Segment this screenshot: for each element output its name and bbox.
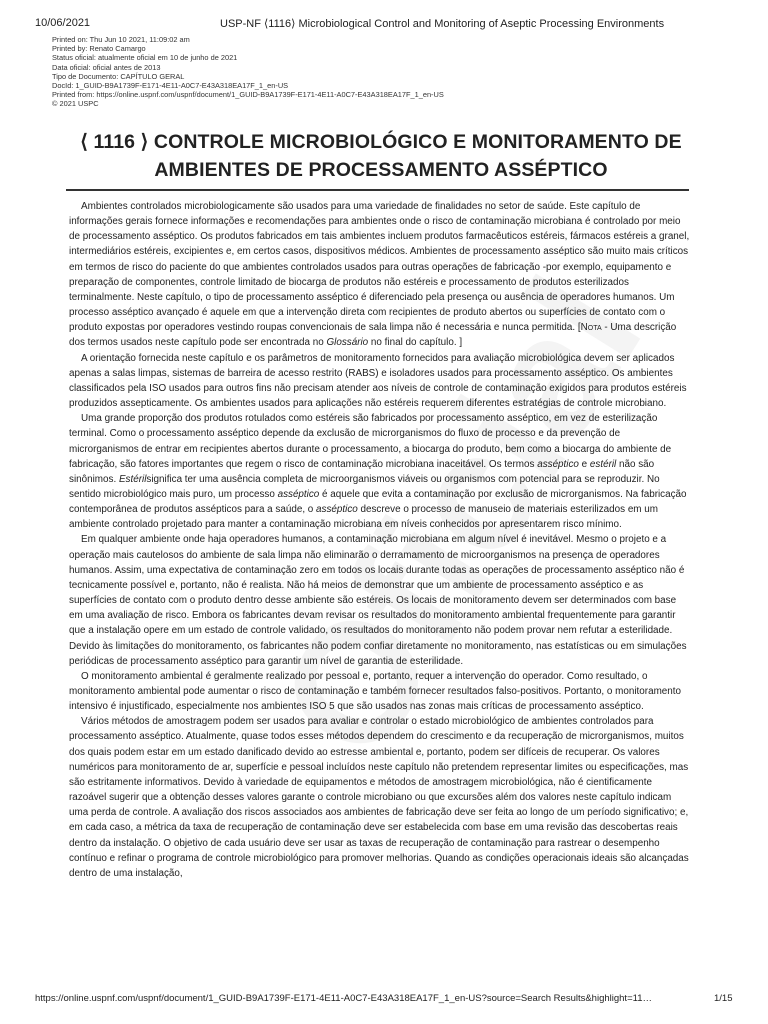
paragraph-text: Ambientes controlados microbiologicamente são usados para uma variedade de finalidades no setor de saúde. Este capítulo de informações gerais fornece informações e recomendações para ambientes onde o risco de contaminação microbiana é controlado por meio de processamento asséptico. Os produtos fabricados em tais ambientes incluem produtos farmacêuticos estéreis, fármacos estéreis a granel, intermediários estéreis, excipientes e, em certos casos, dispositivos médicos. Ambientes de processamento asséptico são muito mais críticos em termos de risco do paciente do que ambientes controlados usados para outras operações de fabricação -por exemplo, equipamento e preparação de componentes, controle limitado de biocarga de produtos não estéreis e processamento de produtos esterilizados terminalmente. Neste capítulo, o tipo de processamento asséptico é diferenciado pela presença ou ausência de operadores humanos. Um processo asséptico avançado é aquele em que a intervenção direta com recipientes de produto abertos ou superfícies de contato com o produto expostas por operadores vestindo roupas convencionais de sala limpa não é necessária e nunca permitida. [ [69,201,690,334]
italic-term: asséptico [537,458,579,470]
italic-term: asséptico [277,488,320,500]
heading-divider [66,189,689,191]
print-date: 10/06/2021 [35,17,91,29]
paragraph-text: e [578,458,590,470]
chapter-title-line2: AMBIENTES DE PROCESSAMENTO ASSÉPTICO [154,159,608,181]
paragraph-text: no final do capítulo. ] [368,337,463,349]
meta-printed-from: Printed from: https://online.uspnf.com/uspnf/document/1_GUID-B9A1739F-E171-4E11-A0C7-E43A318EA17F_1_en-US [52,90,444,100]
paragraph-text: significa ter uma ausência completa de microorganismos viáveis ou organismos com potencial para se reproduzir. No sentido microbiológico mais puro, um processo [69,473,660,500]
paragraph-text: - Uma descrição dos termos usados neste capítulo pode ser encontrada no [69,322,677,349]
meta-copyright: © 2021 USPC [52,99,99,109]
paragraph-4: Em qualquer ambiente onde haja operadores humanos, a contaminação microbiana em algum nível é inevitável. Mesmo o projeto e a operação mais cautelosos do ambiente de sala limpa não eliminarão o derramamento de microorganismos na presença de operadores humanos. Assim, uma expectativa de contaminação zero em todos os locais durante todas as operações de processamento asséptico não é tecnicamente possível e, portanto, não é realista. Não há meios de demonstrar que um ambiente de processamento asséptico e as superfícies de contato com o produto dentro desse ambiente são estéreis. Os locais de monitoramento devem ser determinados com base em uma avaliação de risco. Embora os fabricantes devam revisar os resultados do monitoramento ambiental frequentemente para garantir que a instalação opere em um estado de controle validado, os resultados do monitoramento não podem provar nem refutar a esterilidade. Devido às limitações do monitoramento, os fabricantes não podem confiar diretamente no monitoramento, nas estatísticas ou em simulações periódicas de processamento asséptico para garantir um nível de garantia de esterilidade. [69,534,687,667]
paragraph-text: descreve o processo de manuseio de materiais esterilizados em um ambiente controlado projetado para manter a contaminação microbiana em níveis conhecidos por apresentarem risco mínimo. [69,504,658,531]
footer-source-link[interactable]: https://online.uspnf.com/uspnf/document/1_GUID-B9A1739F-E171-4E11-A0C7-E43A318EA17F_1_en-US?source=Search Results&highlight=11… [35,993,652,1004]
print-metadata [52,35,444,109]
meta-printed-on: Printed on: Thu Jun 10 2021, 11:09:02 am [52,35,190,44]
paragraph-5: O monitoramento ambiental é geralmente realizado por pessoal e, portanto, requer a intervenção do operador. Como resultado, o monitoramento ambiental pode aumentar o risco de contaminação e também fornecer resultados falso-positivos. Portanto, o monitoramento intensivo é injustificado, especialmente nos ambientes ISO 5 que são usados nas zonas mais críticas de processamento asséptico. [69,670,682,713]
italic-term: Estéril [118,473,147,485]
meta-official-date: Data oficial: oficial antes de 2013 [52,62,161,72]
document-header-title: USP-NF ⟨1116⟩ Microbiological Control and Monitoring of Aseptic Processing Environments [220,18,665,30]
paragraph-2: A orientação fornecida neste capítulo e os parâmetros de monitoramento fornecidos para avaliação microbiológica devem ser aplicados apenas a salas limpas, sistemas de barreira de acesso restrito (RABS) e isoladores usados para processamento asséptico. Os ambientes classificados pela ISO usados para outros fins não precisam atender aos níveis de controle de contaminação exigidos para produtos estéreis produzidos assepticamente. Os ambientes usados para aplicações não estéreis requerem diferentes estratégias de controle microbiano. [69,352,687,410]
chapter-title-line1: CONTROLE MICROBIOLÓGICO E MONITORAMENTO DE [153,131,682,153]
italic-term: asséptico [316,504,358,516]
paragraph-6: Vários métodos de amostragem podem ser usados para avaliar e controlar o estado microbiológico de ambientes controlados para processamento asséptico. Atualmente, quase todos esses métodos dependem do crescimento e da recuperação de microrganismos, muitos dos quais podem estar em um estado danificado devido ao estresse ambiental e, portanto, podem ser difíceis de recuperar. Os valores numéricos para monitoramento de ar, superfície e pessoal incluídos neste capítulo não pretendem representar limites ou especificações, mas são estritamente informativos. Devido à variedade de equipamentos e métodos de amostragem microbiológica, não é cientificamente razoável sugerir que a obtenção desses valores garante o controle microbiano ou que excursões além dos valores neste capítulo indicam uma perda de controle. A avaliação dos riscos associados aos ambientes de fabricação deve ser feita ao longo de um período significativo; e, em cada caso, a métrica da taxa de recuperação de contaminação deve ser estabelecida com base em uma revisão das descobertas reais dentro da instalação. O objetivo de cada usuário deve ser usar as taxas de recuperação de contaminação para rastrear o desempenho contínuo e refinar o programa de controle microbiológico para promover melhorias. Quando as condições operacionais ideais são alcançadas dentro de uma instalação, [69,716,689,879]
paragraph-text: é aquele que evita a contaminação por exclusão de microrganismos. Na fabricação contemporânea de produtos assépticos para a saúde, o [69,488,687,516]
italic-term: estéril [589,458,617,470]
paragraph-3 [69,411,691,532]
paragraph-text: Uma grande proporção dos produtos rotulados como estéreis são fabricados por processamento asséptico, em vez de esterilização terminal. Como o processamento asséptico depende da exclusão de microrganismos do fluxo de processo e da prevenção de microrganismos de entrar em recipientes abertos durante o processamento, a biocarga do produto, bem como a biocarga do ambiente de fabricação, são fatores importantes que regem o risco de contaminação microbiana inaceitável. Os termos [69,413,672,470]
glossary-term: Glossário [326,337,369,349]
paragraph-text: não são sinônimos. [69,458,655,485]
chapter-heading [66,128,696,184]
meta-status: Status oficial: atualmente oficial em 10 de junho de 2021 [52,53,238,63]
paragraph-1 [69,199,691,351]
meta-doc-type: Tipo de Documento: CAPÍTULO GERAL [52,71,185,81]
chapter-body [69,199,691,881]
note-label: Nota [580,322,602,334]
chapter-number: ⟨ 1116 ⟩ [80,131,149,153]
meta-doc-id: DocId: 1_GUID-B9A1739F-E171-4E11-A0C7-E43A318EA17F_1_en-US [52,81,289,91]
meta-printed-by: Printed by: Renato Camargo [52,44,146,54]
footer-page-number: 1/15 [714,993,733,1004]
